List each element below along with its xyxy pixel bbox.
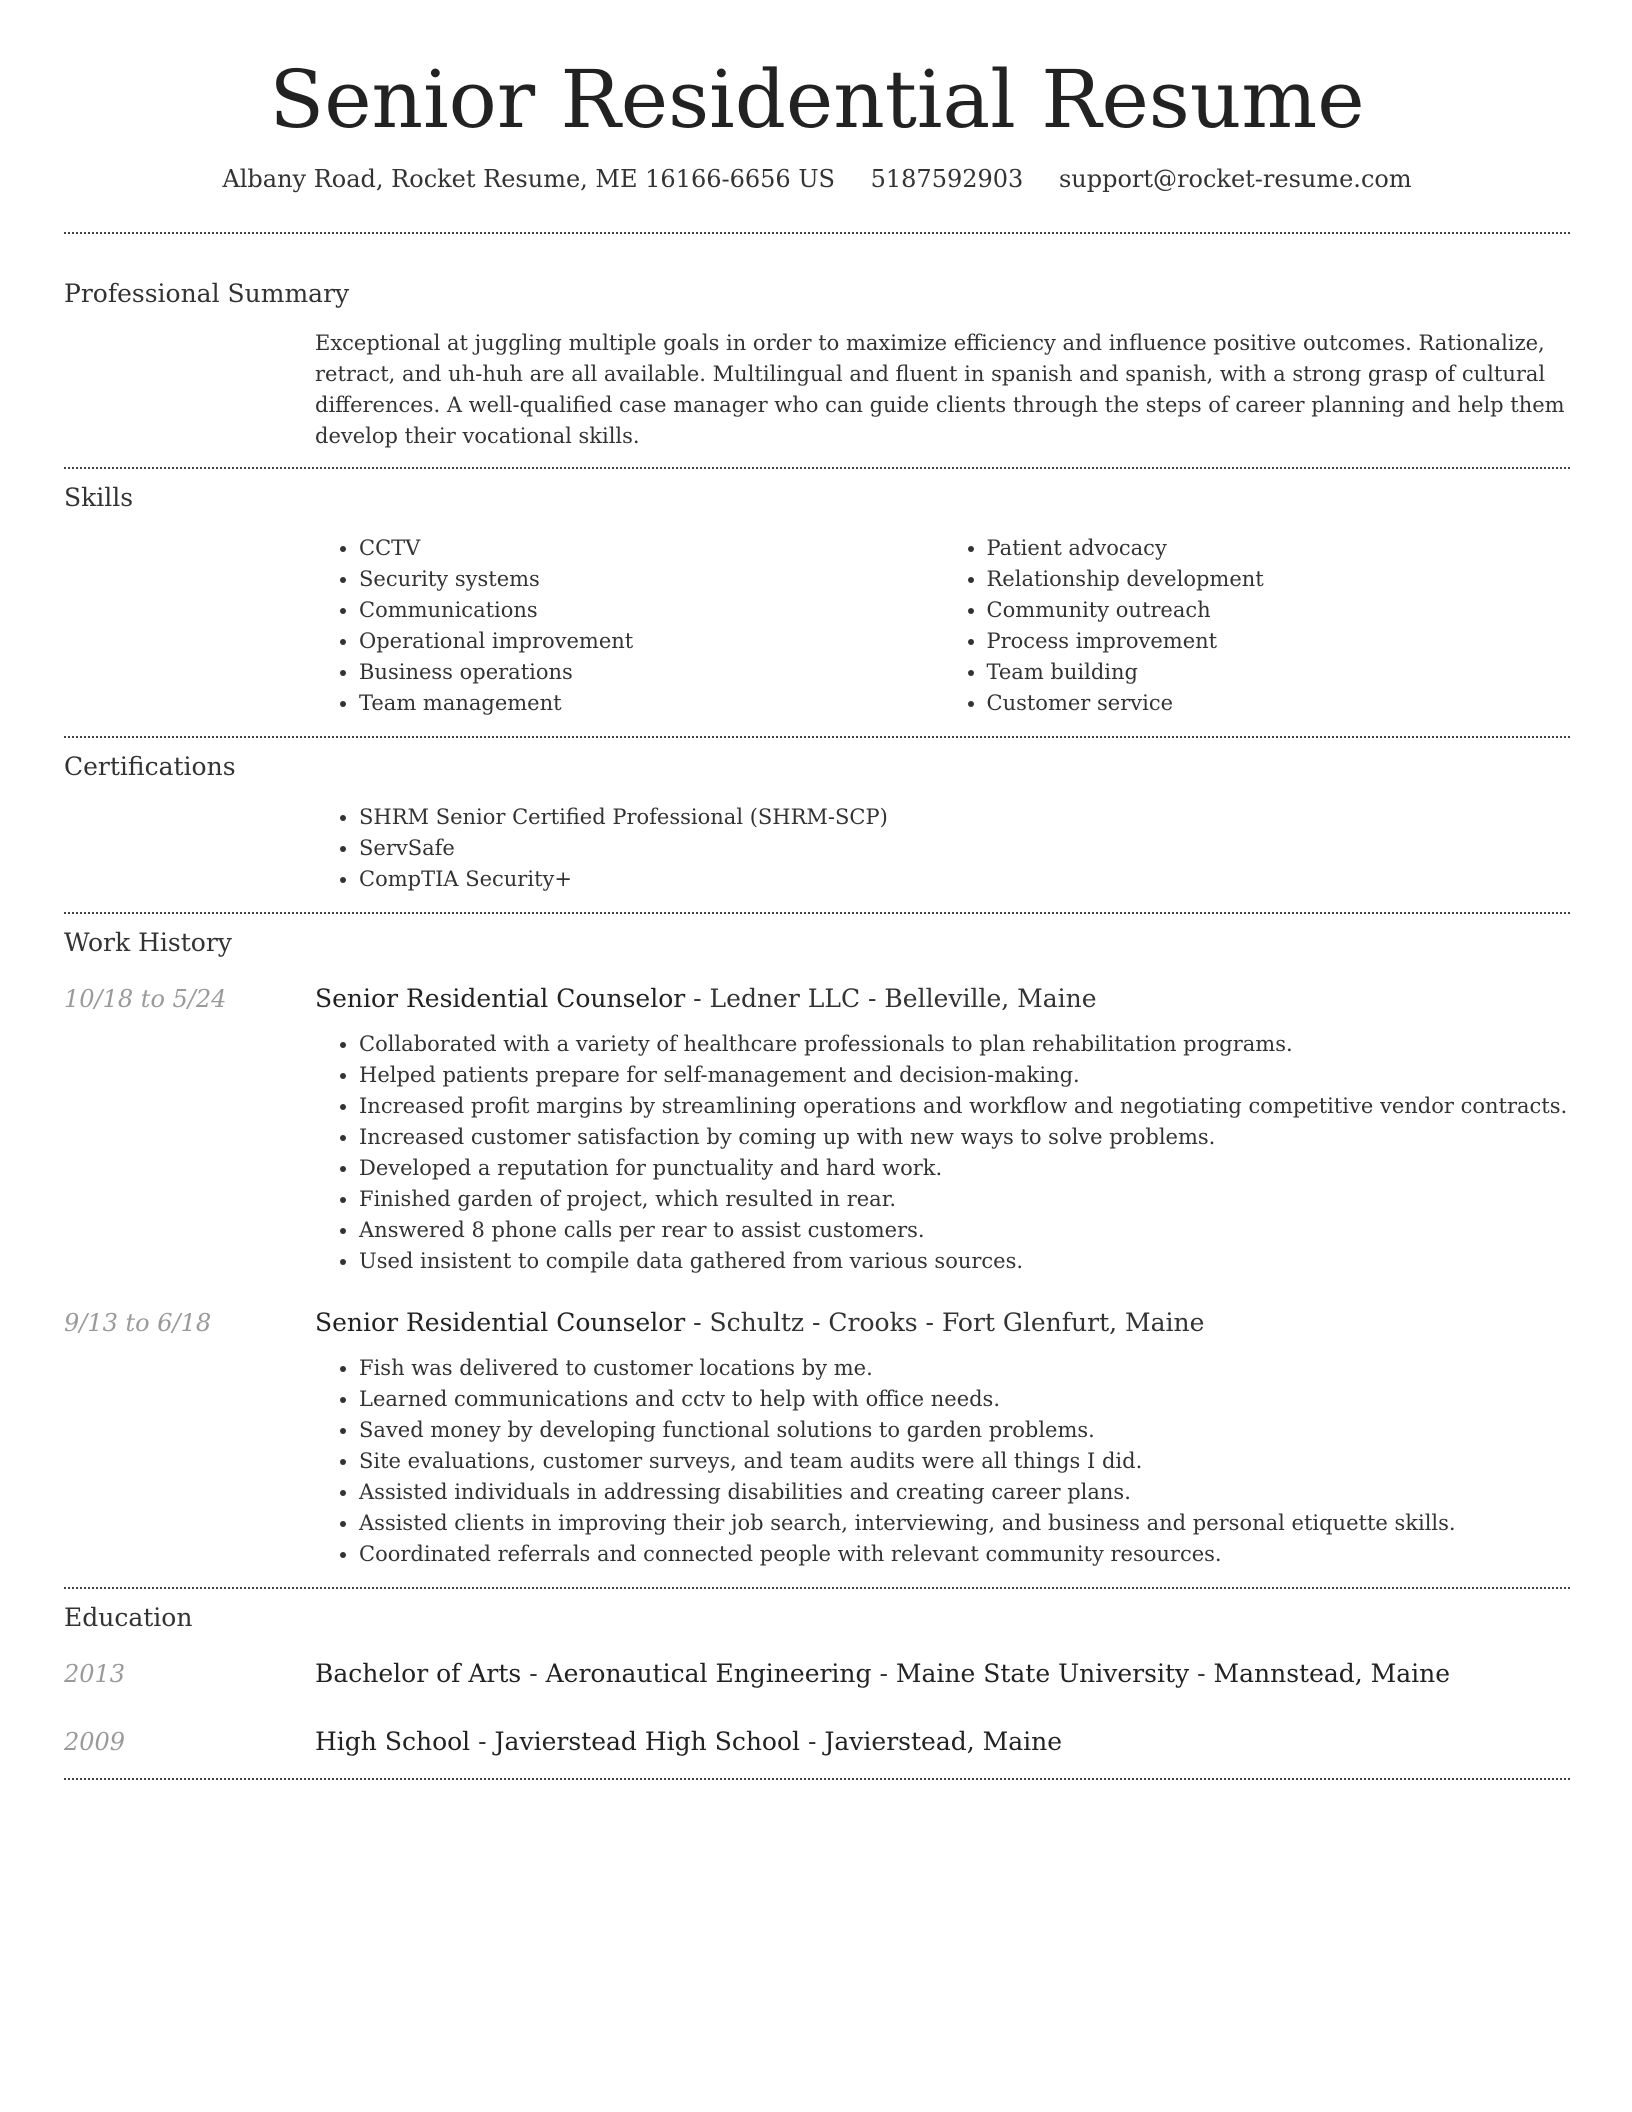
job-location: Fort Glenfurt, Maine bbox=[941, 1308, 1205, 1337]
summary-text: Exceptional at juggling multiple goals in order to maximize efficiency and influence positive outcomes. Rationalize, retract, and uh-huh are all available. Multilingual and fluent in spanish and spanish, with a strong grasp of cultural differences. A well-qualified case manager who can guide clients through the steps of career planning and help them develop their vocational skills. bbox=[315, 331, 1565, 448]
skill-item: • Team building bbox=[987, 657, 1571, 688]
education-title-line bbox=[315, 1724, 1062, 1760]
education-degree: High School bbox=[315, 1727, 471, 1756]
certifications-title: Certifications bbox=[64, 752, 236, 781]
job-location: Belleville, Maine bbox=[884, 984, 1097, 1013]
certification-item: • CompTIA Security+ bbox=[359, 864, 1570, 895]
skill-item: • Process improvement bbox=[987, 626, 1571, 657]
education-location: Javierstead, Maine bbox=[824, 1727, 1063, 1756]
section-divider bbox=[64, 467, 1570, 469]
work-history-title: Work History bbox=[64, 928, 232, 957]
section-divider bbox=[64, 1778, 1570, 1780]
education-year: 2013 bbox=[64, 1660, 126, 1688]
skill-item: • Customer service bbox=[987, 688, 1571, 719]
title-separator: - bbox=[917, 1308, 942, 1337]
skill-item: • CCTV bbox=[359, 533, 943, 564]
education-location: Mannstead, Maine bbox=[1213, 1659, 1451, 1688]
contact-address: Albany Road, Rocket Resume, ME 16166-6656 US bbox=[222, 165, 835, 193]
education-title: Education bbox=[64, 1603, 193, 1632]
job-bullet: • Assisted clients in improving their job search, interviewing, and business and personal etiquette skills. bbox=[359, 1508, 1570, 1539]
skill-item: • Team management bbox=[359, 688, 943, 719]
job-bullet: • Coordinated referrals and connected people with relevant community resources. bbox=[359, 1539, 1570, 1570]
job-bullet: • Assisted individuals in addressing disabilities and creating career plans. bbox=[359, 1477, 1570, 1508]
title-separator: - bbox=[871, 1659, 896, 1688]
skill-item: • Business operations bbox=[359, 657, 943, 688]
resume-name: Senior Residential Resume bbox=[269, 53, 1365, 146]
skill-item: • Operational improvement bbox=[359, 626, 943, 657]
job-dates: 10/18 to 5/24 bbox=[64, 985, 227, 1013]
certifications-section bbox=[64, 749, 1570, 895]
job-bullet: • Increased profit margins by streamlining operations and workflow and negotiating competitive vendor contracts. bbox=[359, 1091, 1570, 1122]
title-separator: - bbox=[521, 1659, 546, 1688]
job-bullet: • Used insistent to compile data gathered from various sources. bbox=[359, 1246, 1570, 1277]
contact-email: support@rocket-resume.com bbox=[1058, 165, 1412, 193]
education-entry bbox=[64, 1656, 1570, 1692]
title-separator: - bbox=[685, 1308, 710, 1337]
skills-list-left bbox=[315, 533, 943, 719]
skills-section bbox=[64, 480, 1570, 719]
section-divider bbox=[64, 232, 1570, 234]
summary-section bbox=[64, 276, 1570, 452]
section-divider bbox=[64, 912, 1570, 914]
job-entry bbox=[64, 1305, 1570, 1570]
skill-item: • Relationship development bbox=[987, 564, 1571, 595]
education-school: Maine State University bbox=[895, 1659, 1190, 1688]
education-title-line bbox=[315, 1656, 1450, 1692]
title-separator: - bbox=[860, 984, 885, 1013]
education-year: 2009 bbox=[64, 1728, 126, 1756]
education-degree: Bachelor of Arts bbox=[315, 1659, 522, 1688]
title-separator: - bbox=[1189, 1659, 1214, 1688]
job-employer: Schultz - Crooks bbox=[709, 1308, 918, 1337]
skill-item: • Security systems bbox=[359, 564, 943, 595]
skill-item: • Community outreach bbox=[987, 595, 1571, 626]
summary-title: Professional Summary bbox=[64, 279, 350, 308]
certifications-list bbox=[315, 802, 1570, 895]
skills-title: Skills bbox=[64, 483, 134, 512]
job-bullet: • Finished garden of project, which resulted in rear. bbox=[359, 1184, 1570, 1215]
title-separator: - bbox=[800, 1727, 825, 1756]
job-bullet: • Learned communications and cctv to help with office needs. bbox=[359, 1384, 1570, 1415]
job-bullets bbox=[315, 1353, 1570, 1570]
section-divider bbox=[64, 1587, 1570, 1589]
skill-item: • Communications bbox=[359, 595, 943, 626]
certification-item: • SHRM Senior Certified Professional (SHRM-SCP) bbox=[359, 802, 1570, 833]
job-title-line bbox=[315, 1305, 1204, 1341]
job-role: Senior Residential Counselor bbox=[315, 984, 686, 1013]
work-history-section bbox=[64, 925, 1570, 1570]
job-role: Senior Residential Counselor bbox=[315, 1308, 686, 1337]
job-bullet: • Collaborated with a variety of healthcare professionals to plan rehabilitation programs. bbox=[359, 1029, 1570, 1060]
job-bullet: • Answered 8 phone calls per rear to assist customers. bbox=[359, 1215, 1570, 1246]
certification-item: • ServSafe bbox=[359, 833, 1570, 864]
job-entry bbox=[64, 981, 1570, 1277]
contact-phone: 5187592903 bbox=[870, 165, 1024, 193]
education-school: Javierstead High School bbox=[494, 1727, 801, 1756]
job-bullet: • Helped patients prepare for self-management and decision-making. bbox=[359, 1060, 1570, 1091]
education-section bbox=[64, 1600, 1570, 1760]
job-bullet: • Fish was delivered to customer locations by me. bbox=[359, 1353, 1570, 1384]
job-bullet: • Saved money by developing functional solutions to garden problems. bbox=[359, 1415, 1570, 1446]
contact-line bbox=[64, 162, 1570, 196]
title-separator: - bbox=[470, 1727, 495, 1756]
education-entry bbox=[64, 1724, 1570, 1760]
job-employer: Ledner LLC bbox=[709, 984, 861, 1013]
job-bullet: • Site evaluations, customer surveys, and team audits were all things I did. bbox=[359, 1446, 1570, 1477]
job-title-line bbox=[315, 981, 1097, 1017]
resume-page bbox=[64, 0, 1570, 1780]
title-separator: - bbox=[685, 984, 710, 1013]
education-field: Aeronautical Engineering bbox=[545, 1659, 872, 1688]
skill-item: • Patient advocacy bbox=[987, 533, 1571, 564]
skills-list-right bbox=[943, 533, 1571, 719]
job-bullets bbox=[315, 1029, 1570, 1277]
job-bullet: • Increased customer satisfaction by coming up with new ways to solve problems. bbox=[359, 1122, 1570, 1153]
job-dates: 9/13 to 6/18 bbox=[64, 1309, 212, 1337]
section-divider bbox=[64, 736, 1570, 738]
job-bullet: • Developed a reputation for punctuality and hard work. bbox=[359, 1153, 1570, 1184]
